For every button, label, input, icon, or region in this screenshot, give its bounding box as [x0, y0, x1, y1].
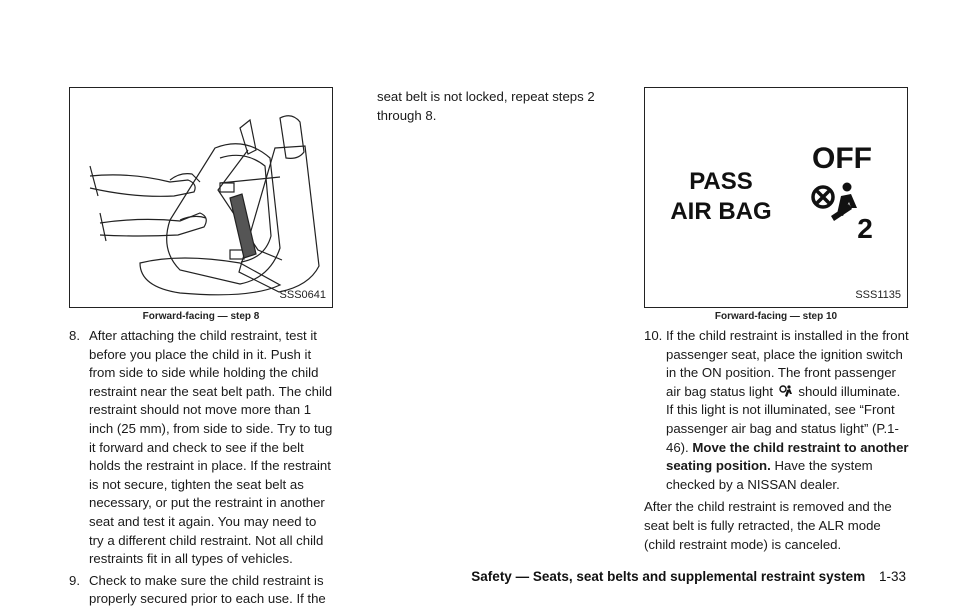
step-8	[69, 327, 334, 569]
right-column	[644, 327, 909, 554]
indicator-status-off: OFF	[812, 142, 872, 175]
step-9	[69, 572, 334, 609]
after-paragraph: After the child restraint is removed and the seat belt is fully retracted, the ALR mode (child restraint mode) is canceled.	[644, 499, 892, 552]
step-number: 8.	[69, 328, 80, 343]
figure-code: SSS0641	[279, 289, 326, 301]
footer-section-title: Safety — Seats, seat belts and supplemental restraint system	[471, 569, 866, 584]
middle-column	[377, 88, 627, 125]
figure-caption: Forward-facing — step 8	[142, 311, 260, 322]
step-9-continued: seat belt is not locked, repeat steps 2 through 8.	[377, 89, 595, 123]
step-text: After attaching the child restraint, test it before you place the child in it. Push it from side to side while holding the child restraint near the seat belt path. The child restraint should not move more than 1 inch (25 mm), from side to side. Try to tug it forward and check to see if the belt holds the restraint in place. If the restraint is not secure, tighten the seat belt as necessary, or put the restraint in another seat and test it again. You may need to try a different child restraint. Not all child restraints fit in all types of vehicles.	[89, 328, 333, 567]
page-footer	[471, 569, 906, 584]
step-number: 10.	[644, 328, 663, 343]
passenger-airbag-status-icon	[779, 384, 793, 398]
step-warning-bold: Move the child restraint to another seating position.	[666, 439, 909, 474]
step-text: If the child restraint is installed in the front passenger seat, place the ignition switch in the ON position. The front passenger air bag status light	[666, 328, 909, 399]
indicator-number: 2	[857, 213, 873, 244]
indicator-label-airbag: AIR BAG	[670, 198, 772, 225]
step-text-continued: should illuminate. If this light is not illuminated, see “Front passenger air bag and status light” (P.1-46).	[666, 383, 901, 455]
footer-page-number: 1-33	[878, 569, 906, 584]
indicator-label-pass: PASS	[689, 168, 753, 195]
step-10	[644, 327, 909, 494]
passenger-airbag-off-icon	[813, 183, 857, 222]
airbag-off-indicator-illustration	[645, 88, 906, 306]
figure-caption: Forward-facing — step 10	[714, 311, 838, 322]
step-number: 9.	[69, 572, 80, 588]
figure-airbag-indicator-step10	[644, 87, 908, 308]
figure-code: SSS1135	[855, 289, 901, 301]
child-restraint-illustration	[70, 88, 331, 306]
left-column	[69, 327, 334, 612]
step-text-end: Have the system checked by a NISSAN dealer.	[666, 458, 873, 492]
figure-child-restraint-step8	[69, 87, 333, 308]
step-text: Check to make sure the child restraint is properly secured prior to each use. If the	[89, 572, 326, 607]
